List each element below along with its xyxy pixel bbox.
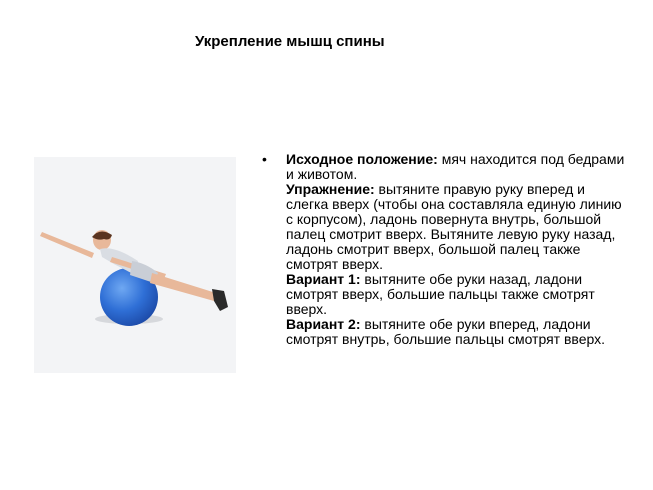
- section-exercise: [286, 182, 626, 272]
- section-text: мяч находится под бедрами и животом.: [286, 151, 625, 182]
- section-label: Исходное положение:: [286, 151, 438, 167]
- section-text: вытяните правую руку вперед и слегка вверх (чтобы она составляла единую линию с корпусом), ладонь повернута внутрь, большой палец смотрит вверх. Вытяните левую руку назад, ладонь смотрит вверх, большой палец также смотрят вверх.: [286, 181, 622, 272]
- section-variant-1: [286, 272, 626, 317]
- slide-title: Укрепление мышц спины: [195, 33, 385, 50]
- section-label: Вариант 1:: [286, 271, 361, 287]
- section-variant-2: [286, 317, 626, 347]
- exercise-photo: [34, 157, 236, 373]
- section-label: Упражнение:: [286, 181, 375, 197]
- bullet-marker: •: [262, 151, 267, 167]
- section-text: вытяните обе руки вперед, ладони смотрят внутрь, большие пальцы смотрят вверх.: [286, 316, 606, 347]
- exercise-description: [286, 152, 626, 347]
- exercise-illustration: [34, 157, 236, 373]
- section-label: Вариант 2:: [286, 316, 361, 332]
- section-text: вытяните обе руки назад, ладони смотрят вверх, большие пальцы также смотрят вверх.: [286, 271, 595, 317]
- section-starting-position: [286, 152, 626, 182]
